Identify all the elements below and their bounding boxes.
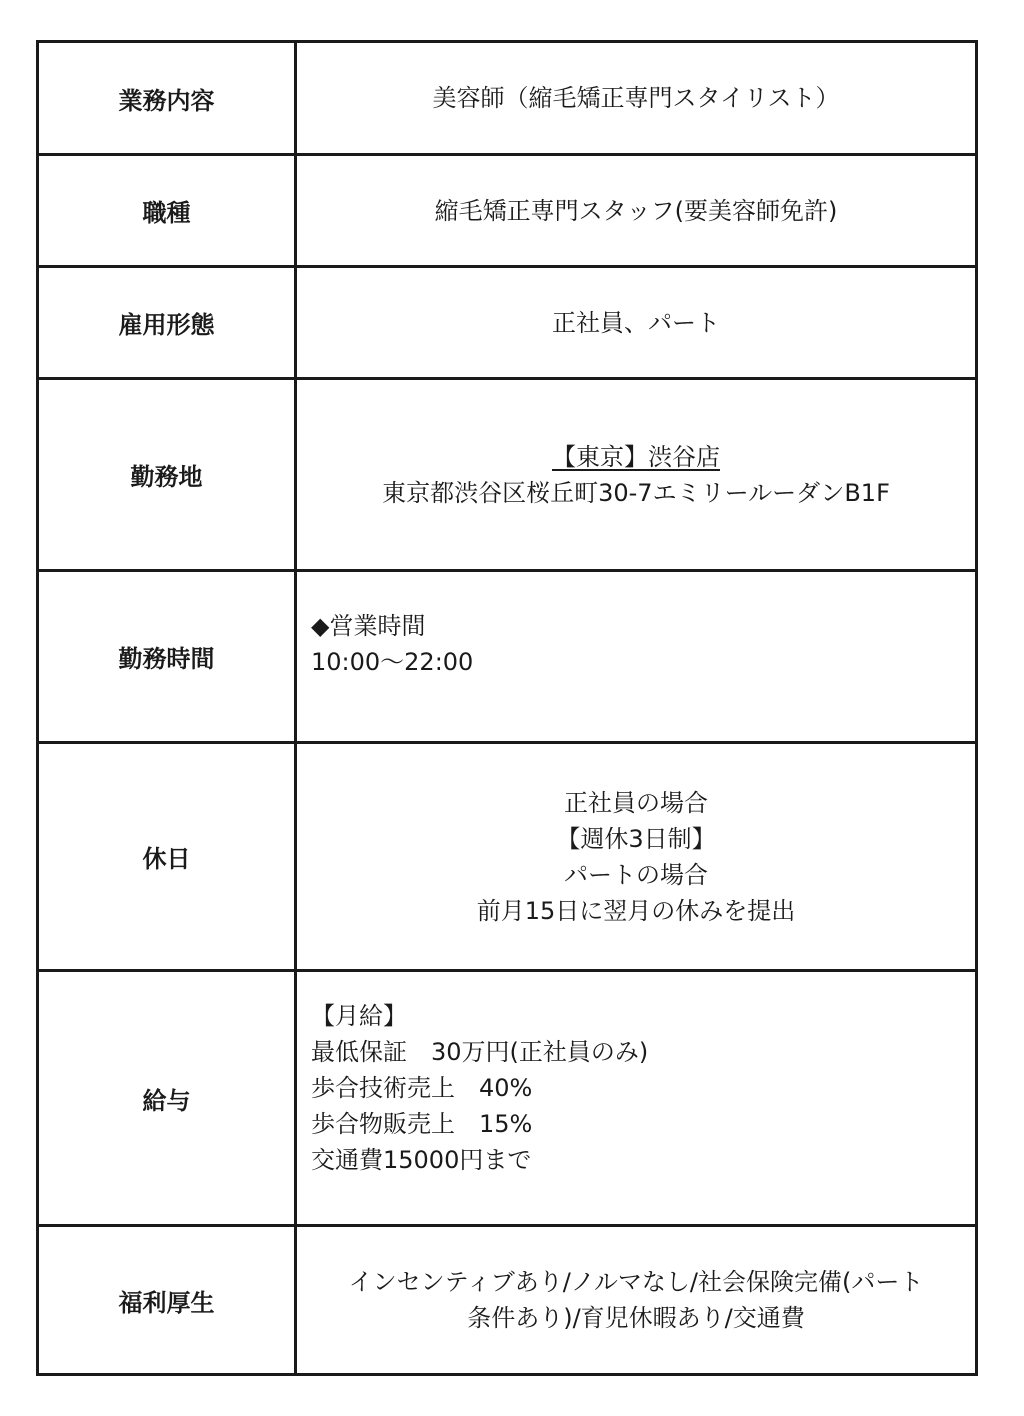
value-work-location [297,380,975,569]
benefits-line-1: インセンティブあり/ノルマなし/社会保険完備(パート [348,1268,924,1296]
employment-type-text: 正社員、パート [552,308,720,337]
row-occupation [39,153,975,265]
label-working-hours: 勤務時間 [39,572,297,741]
holidays-line-1: 正社員の場合 [564,788,708,817]
holidays-line-3: パートの場合 [564,860,708,889]
row-working-hours [39,569,975,741]
label-occupation: 職種 [39,156,297,265]
value-salary [297,972,975,1224]
row-work-location [39,377,975,569]
holidays-line-2: 【週休3日制】 [556,824,716,853]
salary-line-3: 歩合技術売上 40% [311,1074,533,1102]
salary-line-5: 交通費15000円まで [311,1146,532,1174]
value-occupation [297,156,975,265]
salary-line-4: 歩合物販売上 15% [311,1110,533,1138]
row-salary [39,969,975,1224]
row-employment-type [39,265,975,377]
row-job-content [39,43,975,153]
holidays-line-4: 前月15日に翌月の休みを提出 [476,896,796,925]
store-address: 東京都渋谷区桜丘町30-7エミリールーダンB1F [382,478,890,507]
value-benefits [297,1227,975,1373]
label-work-location: 勤務地 [39,380,297,569]
benefits-line-2: 条件あり)/育児休暇あり/交通費 [467,1304,805,1332]
salary-line-2: 最低保証 30万円(正社員のみ) [311,1038,649,1066]
business-hours-heading: ◆営業時間 [311,612,426,640]
row-benefits [39,1224,975,1373]
label-holidays: 休日 [39,744,297,969]
value-working-hours [297,572,975,741]
job-details-table [36,40,978,1376]
label-job-content: 業務内容 [39,43,297,153]
value-job-content [297,43,975,153]
row-holidays [39,741,975,969]
label-salary: 給与 [39,972,297,1224]
label-benefits: 福利厚生 [39,1227,297,1373]
job-content-text: 美容師（縮毛矯正専門スタイリスト） [432,84,840,112]
occupation-text: 縮毛矯正専門スタッフ(要美容師免許) [434,196,838,225]
salary-line-1: 【月給】 [311,1002,407,1030]
business-hours-time: 10:00〜22:00 [311,648,474,676]
value-employment-type [297,268,975,377]
label-employment-type: 雇用形態 [39,268,297,377]
value-holidays [297,744,975,969]
store-name-link[interactable]: 【東京】渋谷店 [552,442,720,471]
